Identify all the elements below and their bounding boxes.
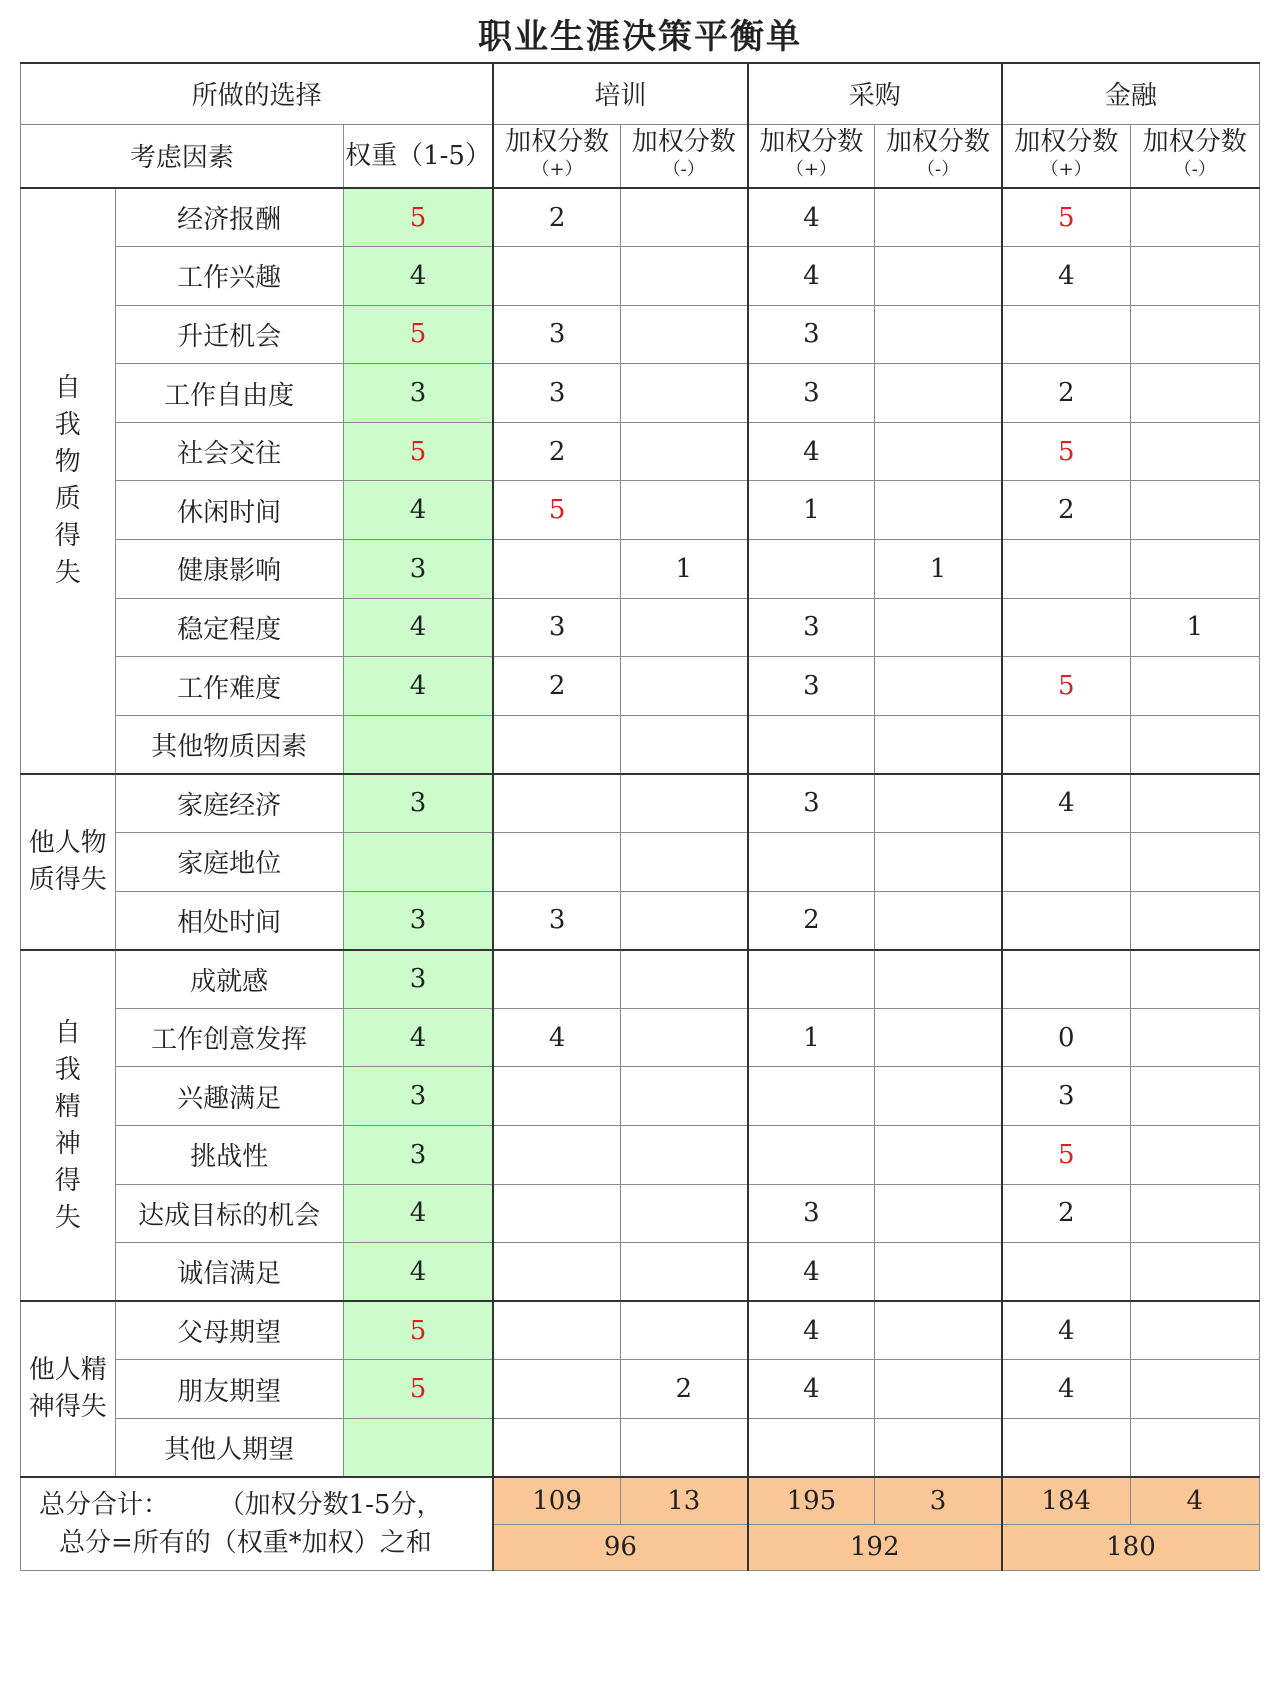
score-minus-cell[interactable] xyxy=(620,364,747,423)
factor-name: 工作创意发挥 xyxy=(115,1008,343,1067)
subtotal-row xyxy=(21,1477,1260,1524)
group-label xyxy=(21,1301,116,1477)
factor-header: 考虑因素 xyxy=(21,124,344,188)
factor-name: 工作自由度 xyxy=(115,364,343,423)
score-label: 加权分数 xyxy=(1142,126,1247,157)
score-minus-cell[interactable] xyxy=(875,1126,1002,1185)
score-plus-cell[interactable] xyxy=(748,950,875,1009)
score-minus-cell[interactable] xyxy=(1130,1301,1259,1360)
plus-sign: （+） xyxy=(1040,158,1092,180)
score-minus-cell[interactable] xyxy=(620,1067,747,1126)
score-plus-cell[interactable] xyxy=(493,1243,620,1302)
group-label-line: 我 xyxy=(54,409,81,440)
factor-row xyxy=(21,540,1260,599)
score-plus-cell[interactable]: 2 xyxy=(493,422,620,481)
weight-cell[interactable] xyxy=(343,833,493,892)
score-minus-cell[interactable] xyxy=(875,1301,1002,1360)
score-column-header xyxy=(1002,124,1130,188)
score-minus-cell[interactable] xyxy=(1130,188,1259,247)
score-minus-cell[interactable] xyxy=(875,1008,1002,1067)
score-minus-cell[interactable] xyxy=(1130,1243,1259,1302)
score-plus-cell[interactable]: 4 xyxy=(493,1008,620,1067)
score-plus-cell[interactable]: 2 xyxy=(493,188,620,247)
group-label-line: 他人物 xyxy=(28,827,107,858)
score-minus-cell[interactable] xyxy=(620,188,747,247)
header-row-choices xyxy=(21,63,1260,124)
subtotal-plus: 109 xyxy=(493,1477,620,1524)
score-minus-cell[interactable]: 1 xyxy=(1130,598,1259,657)
score-minus-cell[interactable] xyxy=(620,422,747,481)
weight-cell[interactable]: 4 xyxy=(343,598,493,657)
group-label-line: 得 xyxy=(54,1165,81,1196)
score-plus-cell[interactable]: 2 xyxy=(1002,364,1130,423)
decision-balance-table xyxy=(20,62,1260,1571)
score-minus-cell[interactable] xyxy=(875,891,1002,950)
score-plus-cell[interactable] xyxy=(1002,715,1130,774)
score-minus-cell[interactable] xyxy=(1130,657,1259,716)
option-header-1: 培训 xyxy=(493,63,747,124)
score-minus-cell[interactable] xyxy=(875,188,1002,247)
weight-cell[interactable]: 4 xyxy=(343,657,493,716)
score-minus-cell[interactable] xyxy=(1130,247,1259,306)
factor-row xyxy=(21,774,1260,833)
factor-row xyxy=(21,598,1260,657)
weight-cell[interactable]: 4 xyxy=(343,1243,493,1302)
factor-row xyxy=(21,305,1260,364)
group-label-line: 物 xyxy=(54,446,81,477)
score-plus-cell[interactable] xyxy=(748,715,875,774)
group-label xyxy=(21,188,116,774)
score-plus-cell[interactable]: 3 xyxy=(748,598,875,657)
factor-row xyxy=(21,1184,1260,1243)
score-plus-cell[interactable] xyxy=(493,715,620,774)
score-minus-cell[interactable] xyxy=(620,1243,747,1302)
score-minus-cell[interactable] xyxy=(875,950,1002,1009)
weight-cell[interactable]: 3 xyxy=(343,1126,493,1185)
score-minus-cell[interactable] xyxy=(1130,1008,1259,1067)
score-minus-cell[interactable] xyxy=(1130,305,1259,364)
score-plus-cell[interactable] xyxy=(1002,540,1130,599)
score-plus-cell[interactable] xyxy=(493,1360,620,1419)
weight-cell[interactable] xyxy=(343,715,493,774)
score-plus-cell[interactable] xyxy=(493,1301,620,1360)
score-minus-cell[interactable] xyxy=(1130,891,1259,950)
factor-name: 达成目标的机会 xyxy=(115,1184,343,1243)
score-plus-cell[interactable]: 4 xyxy=(748,1243,875,1302)
score-minus-cell[interactable] xyxy=(1130,774,1259,833)
factor-row xyxy=(21,1067,1260,1126)
factor-name: 其他人期望 xyxy=(115,1418,343,1477)
factor-name: 稳定程度 xyxy=(115,598,343,657)
score-plus-cell[interactable]: 2 xyxy=(748,891,875,950)
score-plus-cell[interactable]: 5 xyxy=(493,481,620,540)
score-plus-cell[interactable] xyxy=(1002,950,1130,1009)
score-plus-cell[interactable] xyxy=(1002,891,1130,950)
score-minus-cell[interactable] xyxy=(620,774,747,833)
factor-name: 挑战性 xyxy=(115,1126,343,1185)
factor-row xyxy=(21,657,1260,716)
score-plus-cell[interactable]: 3 xyxy=(493,305,620,364)
score-column-header xyxy=(493,124,620,188)
score-minus-cell[interactable] xyxy=(620,950,747,1009)
option-header-3: 金融 xyxy=(1002,63,1260,124)
group-label-line: 失 xyxy=(54,1202,81,1233)
weight-cell[interactable]: 4 xyxy=(343,481,493,540)
factor-row xyxy=(21,1243,1260,1302)
score-plus-cell[interactable]: 3 xyxy=(748,774,875,833)
score-minus-cell[interactable] xyxy=(875,247,1002,306)
factor-name: 相处时间 xyxy=(115,891,343,950)
factor-row xyxy=(21,950,1260,1009)
score-plus-cell[interactable]: 4 xyxy=(1002,774,1130,833)
group-label-line: 他人精 xyxy=(28,1355,107,1386)
score-minus-cell[interactable] xyxy=(1130,1126,1259,1185)
score-plus-cell[interactable]: 3 xyxy=(748,364,875,423)
score-plus-cell[interactable] xyxy=(493,950,620,1009)
factor-name: 升迁机会 xyxy=(115,305,343,364)
score-minus-cell[interactable] xyxy=(1130,1184,1259,1243)
score-plus-cell[interactable] xyxy=(1002,833,1130,892)
score-column-header xyxy=(1130,124,1259,188)
group-label-line: 自 xyxy=(54,1017,81,1048)
score-minus-cell[interactable] xyxy=(1130,1418,1259,1477)
factor-row xyxy=(21,247,1260,306)
score-plus-cell[interactable]: 2 xyxy=(1002,1184,1130,1243)
weight-cell[interactable]: 5 xyxy=(343,1301,493,1360)
header-row-columns xyxy=(21,124,1260,188)
score-minus-cell[interactable] xyxy=(1130,950,1259,1009)
score-minus-cell[interactable] xyxy=(1130,1067,1259,1126)
weight-header: 权重（1-5） xyxy=(343,124,493,188)
total-label-line1: 总分合计： （加权分数1-5分， xyxy=(39,1489,443,1520)
factor-name: 朋友期望 xyxy=(115,1360,343,1419)
score-plus-cell[interactable]: 5 xyxy=(1002,188,1130,247)
score-minus-cell[interactable] xyxy=(620,1184,747,1243)
score-minus-cell[interactable] xyxy=(875,1243,1002,1302)
score-plus-cell[interactable]: 1 xyxy=(748,1008,875,1067)
score-label: 加权分数 xyxy=(631,126,736,157)
weight-cell[interactable]: 3 xyxy=(343,891,493,950)
score-minus-cell[interactable] xyxy=(875,833,1002,892)
group-label-line: 质 xyxy=(54,483,81,514)
score-minus-cell[interactable] xyxy=(620,1008,747,1067)
factor-row xyxy=(21,833,1260,892)
score-plus-cell[interactable]: 3 xyxy=(748,1184,875,1243)
score-minus-cell[interactable] xyxy=(875,598,1002,657)
score-plus-cell[interactable] xyxy=(748,1067,875,1126)
factor-name: 家庭经济 xyxy=(115,774,343,833)
score-minus-cell[interactable] xyxy=(875,422,1002,481)
score-plus-cell[interactable]: 5 xyxy=(1002,657,1130,716)
score-plus-cell[interactable]: 5 xyxy=(1002,1126,1130,1185)
factor-name: 父母期望 xyxy=(115,1301,343,1360)
score-minus-cell[interactable] xyxy=(620,1126,747,1185)
score-minus-cell[interactable] xyxy=(875,305,1002,364)
score-minus-cell[interactable] xyxy=(875,715,1002,774)
net-total-cell: 180 xyxy=(1002,1524,1260,1570)
group-label-line: 质得失 xyxy=(28,864,107,895)
score-plus-cell[interactable] xyxy=(493,1184,620,1243)
weight-cell[interactable]: 5 xyxy=(343,305,493,364)
score-plus-cell[interactable]: 4 xyxy=(1002,1360,1130,1419)
score-plus-cell[interactable]: 4 xyxy=(748,188,875,247)
subtotal-plus: 195 xyxy=(748,1477,875,1524)
score-plus-cell[interactable] xyxy=(1002,598,1130,657)
group-label xyxy=(21,774,116,950)
score-minus-cell[interactable] xyxy=(875,1067,1002,1126)
score-plus-cell[interactable]: 3 xyxy=(493,891,620,950)
score-plus-cell[interactable] xyxy=(1002,1418,1130,1477)
factor-name: 诚信满足 xyxy=(115,1243,343,1302)
score-minus-cell[interactable] xyxy=(875,481,1002,540)
group-label-line: 神得失 xyxy=(28,1392,107,1423)
score-plus-cell[interactable]: 4 xyxy=(748,1301,875,1360)
plus-sign: （+） xyxy=(785,158,837,180)
weight-cell[interactable] xyxy=(343,1418,493,1477)
score-minus-cell[interactable] xyxy=(1130,422,1259,481)
minus-sign: （-） xyxy=(1173,158,1216,180)
subtotal-minus: 3 xyxy=(875,1477,1002,1524)
weight-cell[interactable]: 4 xyxy=(343,1184,493,1243)
score-minus-cell[interactable] xyxy=(875,774,1002,833)
factor-name: 家庭地位 xyxy=(115,833,343,892)
score-plus-cell[interactable]: 4 xyxy=(1002,1301,1130,1360)
score-minus-cell[interactable]: 1 xyxy=(620,540,747,599)
group-label-line: 得 xyxy=(54,520,81,551)
score-plus-cell[interactable]: 3 xyxy=(748,305,875,364)
score-minus-cell[interactable] xyxy=(1130,833,1259,892)
choice-header: 所做的选择 xyxy=(21,63,494,124)
score-minus-cell[interactable] xyxy=(620,598,747,657)
weight-cell[interactable]: 3 xyxy=(343,950,493,1009)
score-minus-cell[interactable] xyxy=(620,247,747,306)
factor-name: 休闲时间 xyxy=(115,481,343,540)
score-minus-cell[interactable] xyxy=(620,1301,747,1360)
score-plus-cell[interactable] xyxy=(748,1418,875,1477)
plus-sign: （+） xyxy=(531,158,583,180)
factor-row xyxy=(21,481,1260,540)
score-label: 加权分数 xyxy=(1014,126,1119,157)
factor-name: 兴趣满足 xyxy=(115,1067,343,1126)
score-plus-cell[interactable]: 3 xyxy=(748,657,875,716)
subtotal-plus: 184 xyxy=(1002,1477,1130,1524)
score-column-header xyxy=(875,124,1002,188)
weight-cell[interactable]: 5 xyxy=(343,422,493,481)
weight-cell[interactable]: 5 xyxy=(343,1360,493,1419)
total-label xyxy=(21,1477,494,1570)
option-header-2: 采购 xyxy=(748,63,1002,124)
score-minus-cell[interactable] xyxy=(1130,364,1259,423)
factor-name: 健康影响 xyxy=(115,540,343,599)
score-minus-cell[interactable]: 2 xyxy=(620,1360,747,1419)
minus-sign: （-） xyxy=(662,158,705,180)
weight-cell[interactable]: 5 xyxy=(343,188,493,247)
group-label-line: 精 xyxy=(54,1091,81,1122)
factor-row xyxy=(21,715,1260,774)
score-plus-cell[interactable]: 2 xyxy=(493,657,620,716)
score-minus-cell[interactable] xyxy=(620,481,747,540)
score-plus-cell[interactable]: 4 xyxy=(748,247,875,306)
factor-row xyxy=(21,422,1260,481)
score-plus-cell[interactable]: 0 xyxy=(1002,1008,1130,1067)
factor-name: 工作难度 xyxy=(115,657,343,716)
score-plus-cell[interactable]: 5 xyxy=(1002,422,1130,481)
factor-name: 经济报酬 xyxy=(115,188,343,247)
score-label: 加权分数 xyxy=(505,126,610,157)
factor-name: 工作兴趣 xyxy=(115,247,343,306)
factor-name: 社会交往 xyxy=(115,422,343,481)
score-plus-cell[interactable] xyxy=(748,1126,875,1185)
group-label-line: 失 xyxy=(54,557,81,588)
total-label-line2: 总分=所有的（权重*加权）之和 xyxy=(59,1527,432,1558)
score-minus-cell[interactable] xyxy=(620,305,747,364)
weight-cell[interactable]: 3 xyxy=(343,774,493,833)
score-minus-cell[interactable] xyxy=(1130,540,1259,599)
score-minus-cell[interactable] xyxy=(875,1418,1002,1477)
weight-cell[interactable]: 4 xyxy=(343,247,493,306)
score-plus-cell[interactable]: 4 xyxy=(748,422,875,481)
factor-row xyxy=(21,1418,1260,1477)
score-minus-cell[interactable] xyxy=(620,657,747,716)
score-plus-cell[interactable] xyxy=(1002,305,1130,364)
factor-name: 其他物质因素 xyxy=(115,715,343,774)
group-label-line: 我 xyxy=(54,1054,81,1085)
minus-sign: （-） xyxy=(916,158,960,180)
score-plus-cell[interactable] xyxy=(748,540,875,599)
net-total-cell: 192 xyxy=(748,1524,1002,1570)
score-column-header xyxy=(748,124,875,188)
group-label-line: 自 xyxy=(54,372,81,403)
score-plus-cell[interactable]: 3 xyxy=(493,598,620,657)
score-column-header xyxy=(620,124,747,188)
factor-row xyxy=(21,364,1260,423)
score-minus-cell[interactable] xyxy=(620,833,747,892)
score-plus-cell[interactable] xyxy=(493,774,620,833)
score-minus-cell[interactable] xyxy=(875,364,1002,423)
score-plus-cell[interactable] xyxy=(493,833,620,892)
score-minus-cell[interactable] xyxy=(875,1184,1002,1243)
net-total-cell: 96 xyxy=(493,1524,747,1570)
score-label: 加权分数 xyxy=(759,126,864,157)
group-label-line: 神 xyxy=(54,1128,81,1159)
score-plus-cell[interactable]: 3 xyxy=(1002,1067,1130,1126)
factor-row xyxy=(21,891,1260,950)
score-minus-cell[interactable] xyxy=(1130,715,1259,774)
factor-row xyxy=(21,1008,1260,1067)
score-minus-cell[interactable] xyxy=(620,891,747,950)
weight-cell[interactable]: 3 xyxy=(343,1067,493,1126)
score-plus-cell[interactable]: 4 xyxy=(1002,247,1130,306)
score-plus-cell[interactable] xyxy=(493,1418,620,1477)
subtotal-minus: 13 xyxy=(620,1477,747,1524)
score-plus-cell[interactable] xyxy=(493,247,620,306)
sheet-title: 职业生涯决策平衡单 xyxy=(478,17,802,57)
score-label: 加权分数 xyxy=(886,126,991,157)
factor-name: 成就感 xyxy=(115,950,343,1009)
score-minus-cell[interactable] xyxy=(1130,481,1259,540)
subtotal-minus: 4 xyxy=(1130,1477,1259,1524)
factor-row xyxy=(21,1301,1260,1360)
score-minus-cell[interactable] xyxy=(620,1418,747,1477)
score-plus-cell[interactable] xyxy=(493,540,620,599)
factor-row xyxy=(21,188,1260,247)
factor-row xyxy=(21,1126,1260,1185)
score-minus-cell[interactable] xyxy=(875,1360,1002,1419)
score-minus-cell[interactable]: 1 xyxy=(875,540,1002,599)
score-plus-cell[interactable] xyxy=(748,833,875,892)
score-plus-cell[interactable] xyxy=(493,1067,620,1126)
weight-cell[interactable]: 4 xyxy=(343,1008,493,1067)
score-plus-cell[interactable]: 3 xyxy=(493,364,620,423)
score-minus-cell[interactable] xyxy=(620,715,747,774)
group-label xyxy=(21,950,116,1302)
score-plus-cell[interactable]: 2 xyxy=(1002,481,1130,540)
weight-cell[interactable]: 3 xyxy=(343,540,493,599)
score-minus-cell[interactable] xyxy=(1130,1360,1259,1419)
score-minus-cell[interactable] xyxy=(875,657,1002,716)
score-plus-cell[interactable]: 1 xyxy=(748,481,875,540)
factor-row xyxy=(21,1360,1260,1419)
score-plus-cell[interactable] xyxy=(493,1126,620,1185)
score-plus-cell[interactable] xyxy=(1002,1243,1130,1302)
weight-cell[interactable]: 3 xyxy=(343,364,493,423)
score-plus-cell[interactable]: 4 xyxy=(748,1360,875,1419)
